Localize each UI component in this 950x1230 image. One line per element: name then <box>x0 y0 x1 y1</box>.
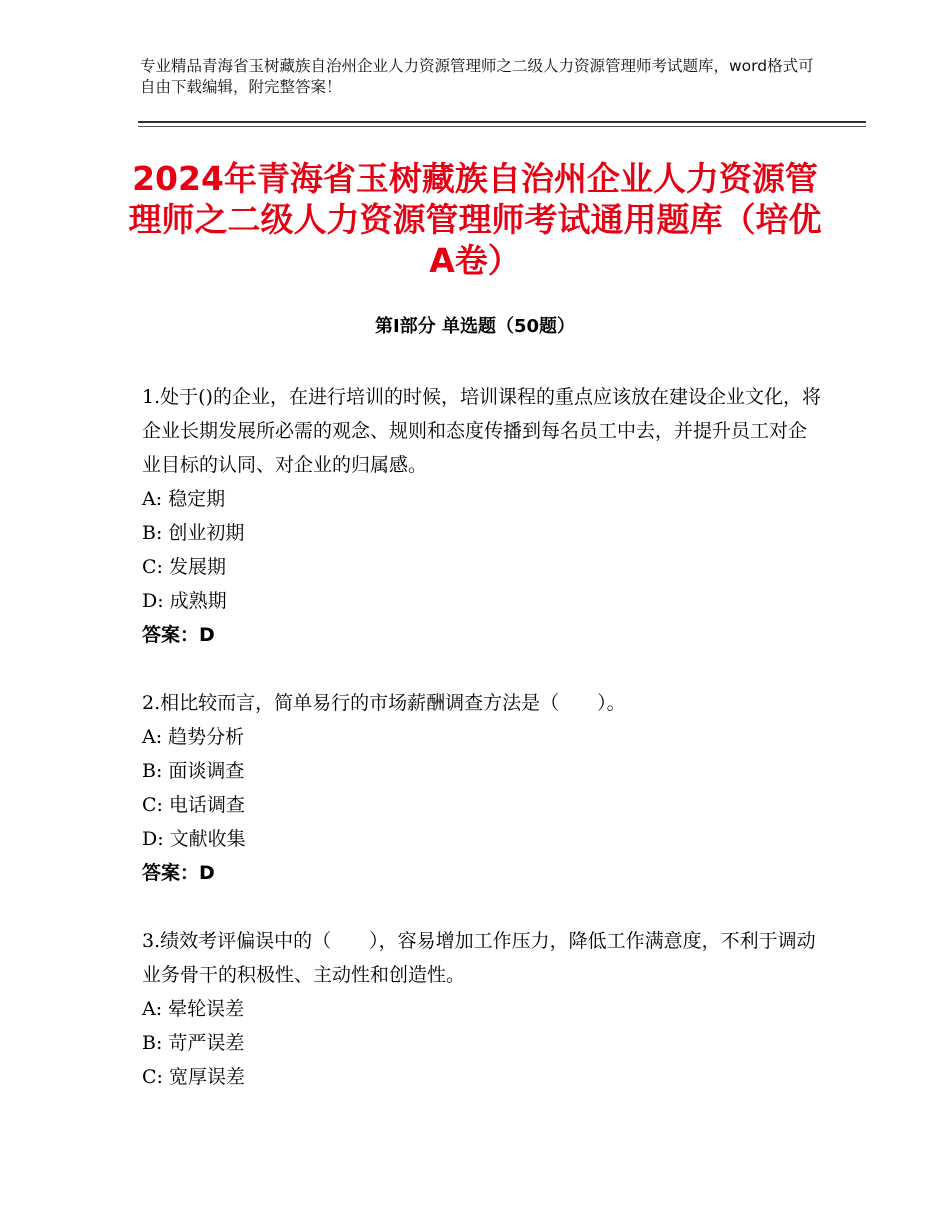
option-d: D: 成熟期 <box>142 590 227 612</box>
option-b: B: 面谈调查 <box>142 760 245 782</box>
answer: 答案：D <box>142 624 215 646</box>
question-list <box>142 380 822 1128</box>
option-d: D: 文献收集 <box>142 828 246 850</box>
question-stem: 3.绩效考评偏误中的（ ），容易增加工作压力，降低工作满意度，不利于调动业务骨干的积极性、主动性和创造性。 <box>142 930 816 986</box>
question-stem: 1.处于()的企业，在进行培训的时候，培训课程的重点应该放在建设企业文化，将企业长期发展所必需的观念、规则和态度传播到每名员工中去，并提升员工对企业目标的认同、对企业的归属感。 <box>142 386 821 476</box>
option-c: C: 宽厚误差 <box>142 1066 245 1088</box>
option-b: B: 苛严误差 <box>142 1032 245 1054</box>
header-note: 专业精品青海省玉树藏族自治州企业人力资源管理师之二级人力资源管理师考试题库，word格式可自由下载编辑，附完整答案！ <box>140 57 814 96</box>
question-2 <box>142 686 822 890</box>
header-divider-thin <box>138 126 866 127</box>
question-1 <box>142 380 822 652</box>
option-c: C: 发展期 <box>142 556 226 578</box>
section-title: 第Ⅰ部分 单选题（50题） <box>374 316 575 337</box>
option-a: A: 稳定期 <box>142 488 226 510</box>
document-title: 2024年青海省玉树藏族自治州企业人力资源管理师之二级人力资源管理师考试通用题库（培优A卷） <box>128 159 822 280</box>
option-b: B: 创业初期 <box>142 522 245 544</box>
option-a: A: 晕轮误差 <box>142 998 245 1020</box>
question-3 <box>142 924 822 1094</box>
option-a: A: 趋势分析 <box>142 726 245 748</box>
question-stem: 2.相比较而言，简单易行的市场薪酬调查方法是（ ）。 <box>142 692 626 714</box>
header-divider <box>138 121 866 123</box>
option-c: C: 电话调查 <box>142 794 245 816</box>
answer: 答案：D <box>142 862 215 884</box>
